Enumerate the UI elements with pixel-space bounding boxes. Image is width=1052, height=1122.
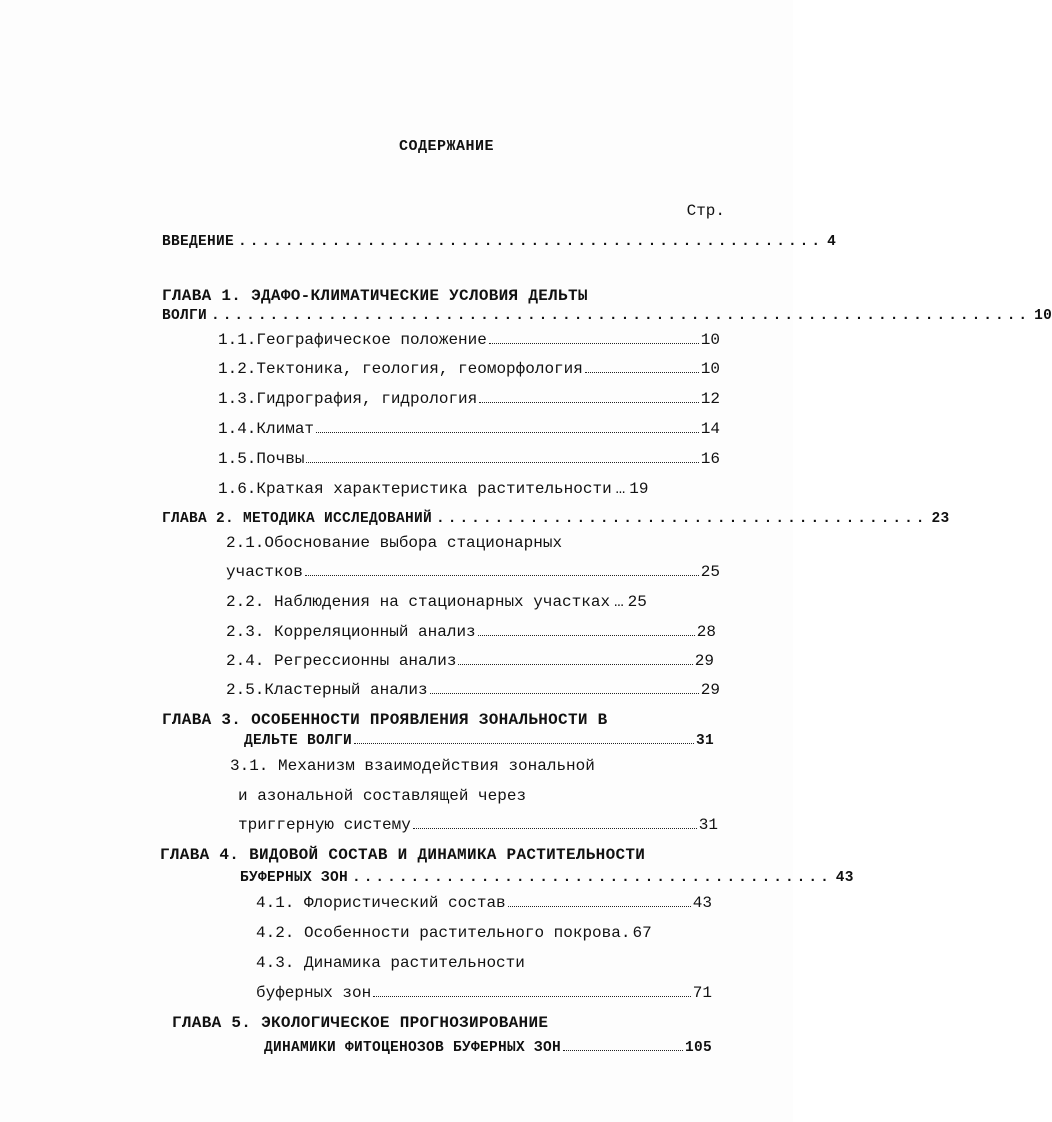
toc-page: 25 (627, 593, 647, 611)
toc-leader (306, 461, 698, 463)
toc-section-2-4 (226, 651, 714, 671)
toc-section-1-6 (218, 479, 720, 499)
toc-section-2-1-line1: 2.1.Обоснование выбора стационарных (226, 534, 563, 552)
toc-label: участков (226, 563, 303, 581)
toc-label: 1.4.Климат (218, 420, 315, 438)
page-title: СОДЕРЖАНИЕ (398, 138, 494, 155)
toc-section-4-3 (256, 983, 712, 1003)
toc-leader (508, 905, 691, 907)
toc-page: 28 (696, 623, 716, 641)
toc-page: 4 (827, 234, 837, 250)
toc-leader: .................................................. (238, 234, 824, 250)
toc-leader (489, 342, 699, 344)
toc-page: 67 (632, 924, 652, 942)
toc-label: ВОЛГИ (162, 308, 208, 324)
toc-chapter-3 (244, 731, 714, 751)
toc-section-3-1-line2: и азональной составлящей через (238, 787, 527, 805)
toc-page: 31 (698, 816, 718, 834)
toc-page: 43 (692, 894, 712, 912)
toc-chapter-5-line1: ГЛАВА 5. ЭКОЛОГИЧЕСКОЕ ПРОГНОЗИРОВАНИЕ (172, 1014, 549, 1032)
toc-leader (585, 371, 699, 373)
toc-section-2-2 (226, 592, 720, 612)
toc-leader (430, 692, 699, 694)
toc-label: триггерную систему (238, 816, 411, 834)
toc-leader (316, 431, 699, 433)
toc-section-1-5 (218, 449, 720, 469)
toc-section-1-4 (218, 419, 720, 439)
toc-page: 10 (700, 331, 720, 349)
toc-page: 10 (1034, 308, 1052, 324)
toc-label: 1.6.Краткая характеристика растительности (218, 480, 612, 498)
toc-page: 10 (700, 360, 720, 378)
toc-leader (478, 634, 695, 636)
toc-entry-introduction (162, 232, 837, 252)
toc-section-1-2 (218, 359, 720, 379)
toc-leader: ......................................... (352, 870, 832, 886)
toc-label: БУФЕРНЫХ ЗОН (240, 870, 349, 886)
toc-leader: .......................................... (436, 511, 928, 527)
toc-page: 14 (700, 420, 720, 438)
toc-chapter-5 (264, 1038, 712, 1058)
toc-section-2-5 (226, 680, 720, 700)
toc-page: 25 (700, 563, 720, 581)
toc-page: 16 (700, 450, 720, 468)
toc-page: 43 (835, 870, 854, 886)
toc-label: ДЕЛЬТЕ ВОЛГИ (244, 733, 353, 749)
toc-leader (563, 1049, 683, 1051)
toc-label: ВВЕДЕНИЕ (162, 234, 235, 250)
toc-page: 31 (695, 733, 714, 749)
toc-chapter-4-line1: ГЛАВА 4. ВИДОВОЙ СОСТАВ И ДИНАМИКА РАСТИТЕЛЬНОСТИ (160, 846, 646, 864)
toc-label: 1.1.Географическое положение (218, 331, 487, 349)
toc-label: 4.1. Флористический состав (256, 894, 506, 912)
toc-section-2-3 (226, 622, 716, 642)
toc-label: ГЛАВА 2. МЕТОДИКА ИССЛЕДОВАНИЙ (162, 511, 433, 527)
page-column-header: Стр. (686, 202, 725, 220)
toc-section-1-1 (218, 330, 720, 350)
toc-label: 2.2. Наблюдения на стационарных участках (226, 593, 611, 611)
toc-chapter-2 (162, 509, 950, 529)
toc-label: 2.3. Корреляционный анализ (226, 623, 476, 641)
toc-label: ДИНАМИКИ ФИТОЦЕНОЗОВ БУФЕРНЫХ ЗОН (264, 1040, 562, 1056)
toc-leader (305, 574, 699, 576)
toc-leader: … (615, 480, 626, 498)
toc-page: 105 (684, 1040, 712, 1056)
toc-label: 1.5.Почвы (218, 450, 305, 468)
toc-label: 1.2.Тектоника, геология, геоморфология (218, 360, 583, 378)
toc-section-1-3 (218, 389, 720, 409)
toc-label: 2.4. Регрессионны анализ (226, 652, 457, 670)
toc-leader (373, 995, 691, 997)
toc-leader (458, 663, 692, 665)
toc-section-3-1 (238, 815, 718, 835)
toc-page: 19 (629, 480, 649, 498)
toc-section-3-1-line1: 3.1. Механизм взаимодействия зональной (230, 757, 595, 775)
toc-chapter-4 (240, 868, 854, 888)
toc-section-4-3-line1: 4.3. Динамика растительности (256, 954, 525, 972)
toc-section-4-1 (256, 893, 712, 913)
toc-page: 23 (931, 511, 950, 527)
toc-chapter-1-line1: ГЛАВА 1. ЭДАФО-КЛИМАТИЧЕСКИЕ УСЛОВИЯ ДЕЛЬТЫ (162, 287, 588, 305)
toc-leader: ...................................................................... (211, 308, 1031, 324)
toc-label: 1.3.Гидрография, гидрология (218, 390, 478, 408)
toc-leader (354, 742, 694, 744)
toc-page: 29 (694, 652, 714, 670)
toc-label: 4.2. Особенности растительного покрова. (256, 924, 631, 942)
toc-section-4-2 (256, 923, 712, 943)
toc-page: 29 (700, 681, 720, 699)
toc-page: 12 (700, 390, 720, 408)
toc-leader (479, 401, 699, 403)
toc-label: буферных зон (256, 984, 372, 1002)
toc-chapter-1 (162, 306, 1052, 326)
toc-page: 71 (692, 984, 712, 1002)
toc-leader (413, 827, 697, 829)
toc-label: 2.5.Кластерный анализ (226, 681, 428, 699)
toc-chapter-3-line1: ГЛАВА 3. ОСОБЕННОСТИ ПРОЯВЛЕНИЯ ЗОНАЛЬНОСТИ В (162, 711, 608, 729)
toc-leader: … (614, 593, 624, 611)
toc-section-2-1 (226, 562, 720, 582)
